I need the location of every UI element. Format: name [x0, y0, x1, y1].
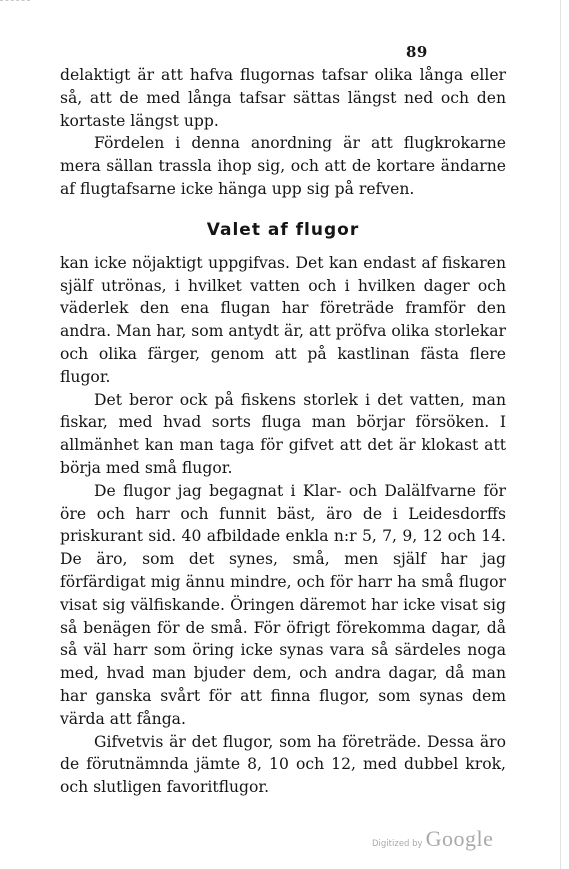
page-number: 89 — [406, 43, 428, 61]
google-logo: Google — [425, 826, 494, 851]
paragraph: kan icke nöjaktigt uppgifvas. Det kan endast af fiskaren själf utrönas, i hvilket vatten och i hvilken dager och väderlek den ena flugan har företräde framför den andra. Man har, som antydt är, att pröfva olika storlekar och olika färger, genom att på kastlinan fästa flere flugor. — [60, 253, 506, 386]
section-heading: Valet af flugor — [206, 219, 360, 240]
scan-edge-mark — [0, 0, 30, 4]
body-text — [60, 64, 506, 799]
page-edge-line — [560, 0, 561, 869]
paragraph: De flugor jag begagnat i Klar- och Dalälfvarne för öre och harr och funnit bäst, äro de i Leidesdorffs priskurant sid. 40 afbildade enkla n:r 5, 7, 9, 12 och 14. De äro, som det synes, små, men själf har jag förfärdigat mig ännu mindre, och för harr ha små flugor visat sig välfiskande. Öringen däremot har icke visat sig så benägen för de små. För öfrigt förekomma dagar, då så väl harr som öring icke synas vara så särdeles noga med, hvad man bjuder dem, och andra dagar, då man har ganska svårt för att finna flugor, som synas dem värda att fånga. — [60, 481, 506, 728]
paragraph-continuation: delaktigt är att hafva flugornas tafsar olika långa eller så, att de med långa tafsar sättas längst ned och den kortaste längst upp. — [60, 66, 506, 130]
digitized-watermark — [372, 826, 493, 852]
paragraph: Fördelen i denna anordning är att flugkrokarne mera sällan trassla ihop sig, och att de kortare ändarne af flugtafsarne icke hänga upp sig på refven. — [60, 134, 506, 198]
paragraph: Det beror ock på fiskens storlek i det vatten, man fiskar, med hvad sorts fluga man börjar försöken. I allmänhet kan man taga för gifvet att det är klokast att börja med små flugor. — [60, 390, 506, 477]
watermark-prefix: Digitized by — [372, 839, 423, 849]
paragraph: Gifvetvis är det flugor, som ha företräde. Dessa äro de förutnämnda jämte 8, 10 och 12, med dubbel krok, och slutligen favoritflugor. — [60, 732, 506, 797]
